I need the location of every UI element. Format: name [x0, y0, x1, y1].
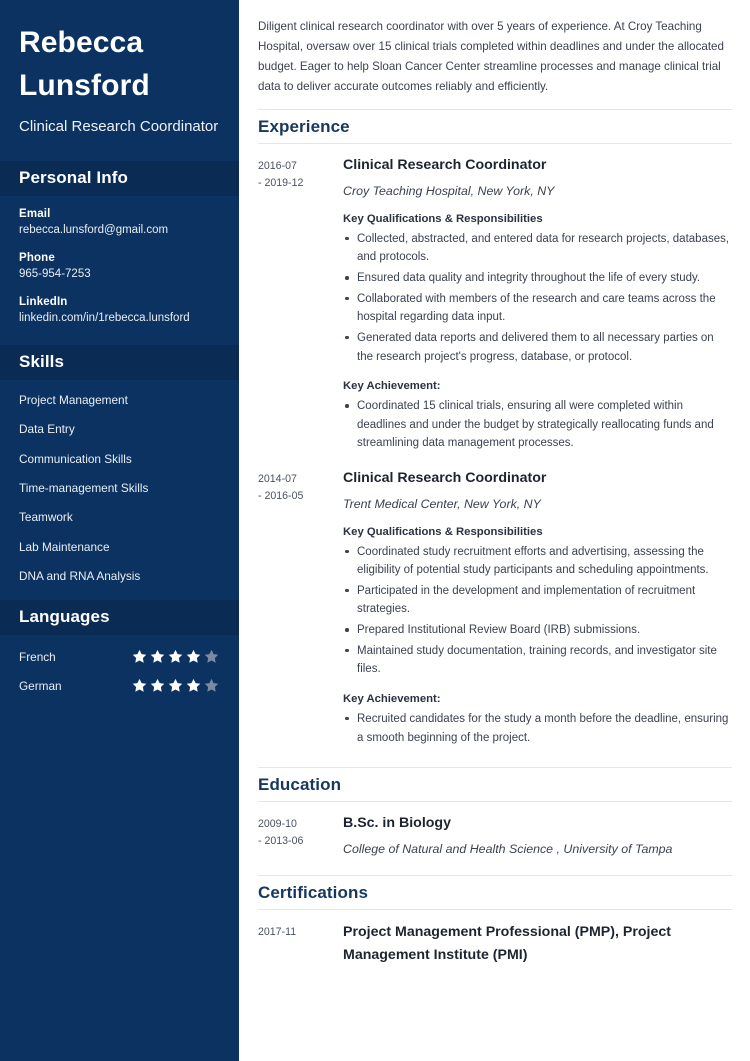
contact-item-phone: [19, 252, 220, 283]
date-start: 2017-11: [258, 925, 297, 938]
experience-entry-dates: [258, 468, 343, 749]
section-title-certifications: Certifications: [258, 875, 732, 910]
language-row: [19, 648, 220, 665]
experience-achievements: [343, 397, 732, 453]
name-line-first: Rebecca: [19, 26, 144, 59]
star-icon: [131, 648, 148, 665]
sidebar: [0, 0, 239, 1061]
date-start: 2009-10: [258, 818, 297, 831]
education-entry-dates: [258, 813, 343, 859]
responsibility-item: Coordinated study recruitment efforts and advertising, assessing the eligibility of potential study participants and scheduling appointments.: [343, 543, 732, 580]
personal-info-list: [0, 196, 239, 345]
achievement-item: Coordinated 15 clinical trials, ensuring all were completed within deadlines and under the budget by strategically reallocating funds and streamlining data management processes.: [343, 397, 732, 453]
skill-item: Project Management: [19, 393, 128, 408]
main-content: [239, 0, 750, 1061]
professional-summary: Diligent clinical research coordinator with over 5 years of experience. At Croy Teaching Hospital, oversaw over 15 clinical trials completed within deadlines and under the allocated budget. Eager to help Sloan Cancer Center streamline processes and manage clinical trial data to deliver accurate outcomes reliably and efficiently.: [258, 20, 724, 94]
contact-item-linkedin: [19, 296, 220, 327]
contact-value-linkedin[interactable]: linkedin.com/in/1rebecca.lunsford: [19, 311, 190, 324]
skill-item: DNA and RNA Analysis: [19, 569, 141, 583]
contact-label-linkedin: LinkedIn: [19, 295, 68, 308]
experience-entry: [258, 468, 732, 749]
responsibility-item: Participated in the development and implementation of recruitment strategies.: [343, 582, 732, 619]
section-title-education: Education: [258, 767, 732, 802]
contact-value-email[interactable]: rebecca.lunsford@gmail.com: [19, 224, 169, 237]
section-title-experience: Experience: [258, 109, 732, 144]
responsibility-item: Maintained study documentation, training records, and investigator site files.: [343, 642, 732, 679]
section-education: [258, 767, 732, 859]
education-school: College of Natural and Health Science , University of Tampa: [343, 841, 673, 856]
qualifications-label: Key Qualifications & Responsibilities: [343, 525, 543, 538]
sidebar-heading-personal-info: Personal Info: [0, 161, 239, 196]
achievement-label: Key Achievement:: [343, 692, 441, 705]
qualifications-label: Key Qualifications & Responsibilities: [343, 212, 543, 225]
contact-item-email: [19, 208, 220, 239]
experience-role: Clinical Research Coordinator: [343, 157, 547, 174]
certification-entry: [258, 921, 732, 966]
language-row: [19, 677, 220, 694]
language-name: German: [19, 678, 62, 693]
certification-entry-body: [343, 921, 732, 966]
star-icon: [149, 677, 166, 694]
experience-responsibilities: [343, 543, 732, 679]
name-line-last: Lunsford: [19, 68, 150, 102]
responsibility-item: Generated data reports and delivered them to all necessary parties on the research project's progress, database, or protocol.: [343, 329, 732, 366]
education-degree: B.Sc. in Biology: [343, 815, 451, 832]
contact-label-phone: Phone: [19, 252, 55, 264]
experience-responsibilities: [343, 230, 732, 366]
responsibility-item: Prepared Institutional Review Board (IRB) submissions.: [343, 621, 732, 640]
skill-item: Data Entry: [19, 422, 75, 437]
skill-item: Time-management Skills: [19, 481, 149, 496]
experience-organization: Trent Medical Center, New York, NY: [343, 496, 541, 511]
experience-entry-body: [343, 155, 732, 455]
sidebar-heading-languages: Languages: [0, 600, 239, 635]
education-entry: [258, 813, 732, 859]
skills-list: [0, 380, 239, 600]
responsibility-item: Ensured data quality and integrity throughout the life of every study.: [343, 269, 732, 288]
language-rating-stars: [131, 677, 220, 694]
star-icon: [185, 648, 202, 665]
responsibility-item: Collected, abstracted, and entered data for research projects, databases, and protocols.: [343, 230, 732, 267]
star-icon: [185, 677, 202, 694]
candidate-name: [0, 0, 239, 111]
skill-item: Communication Skills: [19, 451, 132, 466]
date-start: 2014-07: [258, 473, 297, 486]
star-icon: [167, 648, 184, 665]
date-end: - 2019-12: [258, 177, 304, 190]
star-icon: [167, 677, 184, 694]
star-icon: [149, 648, 166, 665]
education-entry-body: [343, 813, 732, 859]
date-end: - 2016-05: [258, 490, 304, 503]
achievement-item: Recruited candidates for the study a month before the deadline, ensuring a smooth beginning of the project.: [343, 710, 732, 747]
achievement-label: Key Achievement:: [343, 380, 441, 393]
certification-entry-date: [258, 921, 343, 966]
star-icon: [203, 648, 220, 665]
star-icon: [203, 677, 220, 694]
date-end: - 2013-06: [258, 835, 304, 848]
responsibility-item: Collaborated with members of the research and care teams across the hospital regarding data input.: [343, 290, 732, 327]
language-name: French: [19, 649, 56, 664]
languages-list: [0, 635, 239, 716]
certification-name: Project Management Professional (PMP), Project Management Institute (PMI): [343, 923, 671, 963]
date-start: 2016-07: [258, 160, 297, 173]
experience-organization: Croy Teaching Hospital, New York, NY: [343, 183, 555, 198]
sidebar-heading-skills: Skills: [0, 345, 239, 380]
experience-entry: [258, 155, 732, 455]
section-experience: [258, 109, 732, 749]
language-rating-stars: [131, 648, 220, 665]
section-spacer: [258, 753, 732, 767]
experience-entry-body: [343, 468, 732, 749]
skill-item: Teamwork: [19, 510, 73, 525]
contact-value-phone[interactable]: 965-954-7253: [19, 268, 91, 280]
skill-item: Lab Maintenance: [19, 539, 110, 554]
experience-role: Clinical Research Coordinator: [343, 470, 547, 487]
contact-label-email: Email: [19, 208, 51, 221]
experience-entry-dates: [258, 155, 343, 455]
section-certifications: [258, 875, 732, 966]
candidate-job-title: Clinical Research Coordinator: [19, 118, 219, 136]
experience-achievements: [343, 710, 732, 747]
star-icon: [131, 677, 148, 694]
entry-spacer: [258, 459, 732, 468]
